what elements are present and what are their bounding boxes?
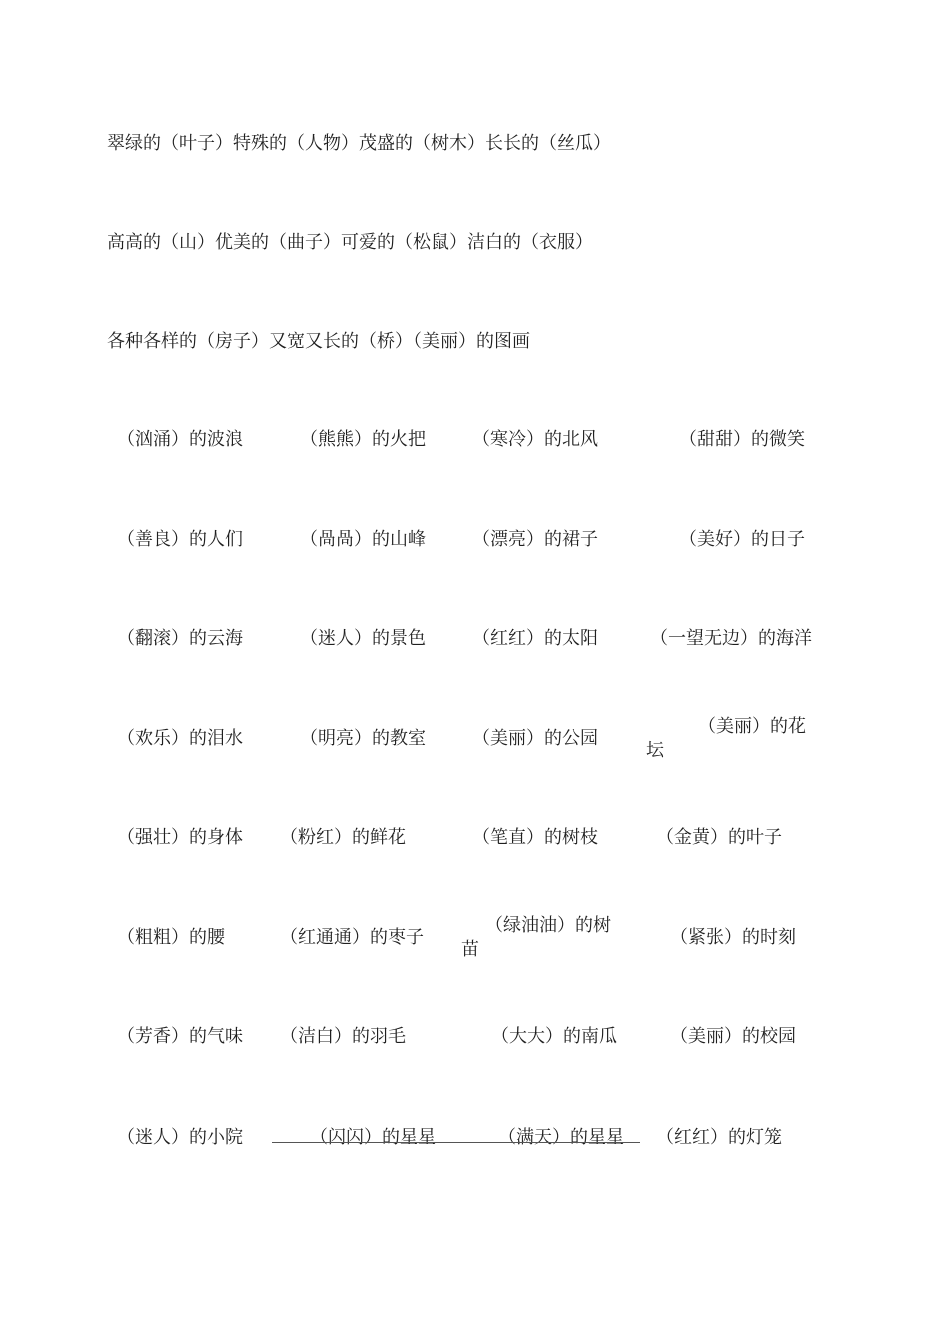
phrase-cell: （迷人）的景色 [300,628,426,649]
phrase-cell: （金黄）的叶子 [656,827,782,848]
phrase-cell: （漂亮）的裙子 [472,529,598,550]
phrase-cell: （迷人）的小院 [117,1127,243,1148]
phrase-cell: （寒冷）的北风 [472,429,598,450]
phrase-cell: （绿油油）的树 [485,915,611,936]
phrase-cell: （洁白）的羽毛 [280,1026,406,1047]
phrase-cell: （翻滚）的云海 [117,628,243,649]
phrase-cell: （粉红）的鲜花 [280,827,406,848]
phrase-cell-wrap: 苗 [461,939,479,960]
phrase-line-2: 高高的（山）优美的（曲子）可爱的（松鼠）洁白的（衣服） [107,232,593,253]
phrase-cell: （红通通）的枣子 [280,927,424,948]
phrase-cell: （大大）的南瓜 [491,1026,617,1047]
phrase-cell: （明亮）的教室 [300,728,426,749]
phrase-cell: （美丽）的花 [698,716,806,737]
phrase-cell: （强壮）的身体 [117,827,243,848]
phrase-cell: （笔直）的树枝 [472,827,598,848]
phrase-line-1: 翠绿的（叶子）特殊的（人物）茂盛的（树木）长长的（丝瓜） [107,133,611,154]
phrase-cell: （美丽）的校园 [670,1026,796,1047]
phrase-cell: （紧张）的时刻 [670,927,796,948]
underline-rule [272,1142,640,1143]
phrase-cell: （闪闪）的星星 [310,1127,436,1148]
phrase-line-3: 各种各样的（房子）又宽又长的（桥）（美丽）的图画 [107,331,530,352]
phrase-cell-wrap: 坛 [646,740,664,761]
phrase-cell: （甜甜）的微笑 [679,429,805,450]
phrase-cell: （一望无边）的海洋 [650,628,812,649]
phrase-cell: （善良）的人们 [117,529,243,550]
phrase-cell: （咼咼）的山峰 [300,529,426,550]
phrase-cell: （欢乐）的泪水 [117,728,243,749]
phrase-cell: （红红）的灯笼 [656,1127,782,1148]
phrase-cell: （美好）的日子 [679,529,805,550]
phrase-cell: （红红）的太阳 [472,628,598,649]
phrase-cell: （美丽）的公园 [472,728,598,749]
phrase-cell: （熊熊）的火把 [300,429,426,450]
phrase-cell: （满天）的星星 [498,1127,624,1148]
phrase-cell: （粗粗）的腰 [117,927,225,948]
phrase-cell: （芳香）的气味 [117,1026,243,1047]
phrase-cell: （汹涌）的波浪 [117,429,243,450]
